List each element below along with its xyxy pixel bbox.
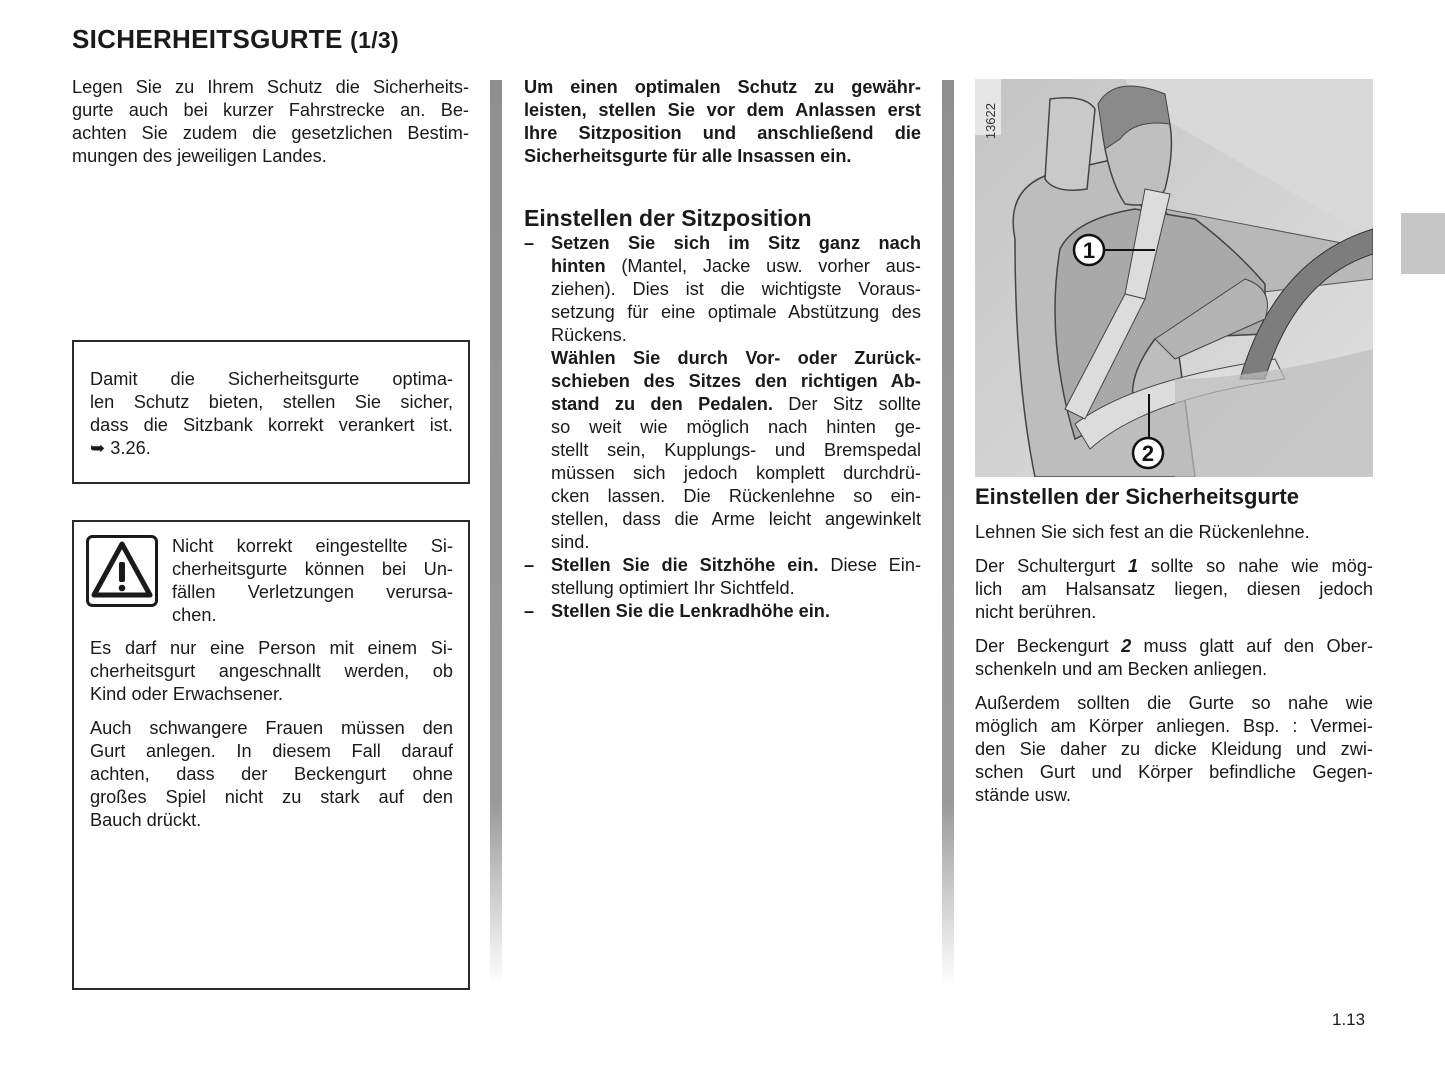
text: Es darf nur eine Person mit einem Si- — [90, 638, 453, 658]
text-line — [551, 370, 921, 393]
text: mungen des jeweiligen Landes. — [72, 146, 327, 166]
text-line — [551, 393, 921, 416]
text: sind. — [551, 532, 590, 552]
figure-id: 13622 — [983, 103, 998, 140]
text-line — [975, 692, 1373, 715]
text: achten, dass der Beckengurt ohne — [90, 764, 453, 784]
text-line — [524, 99, 921, 122]
text-line — [551, 531, 921, 554]
text-line — [975, 578, 1373, 601]
title-text: SICHERHEITSGURTE — [72, 24, 343, 54]
reference-number: 2 — [1121, 636, 1132, 656]
text: müssen sich jedoch komplett durchdrü- — [551, 463, 921, 483]
text: Gurt anlegen. In diesem Fall darauf — [90, 741, 453, 761]
text-line — [72, 145, 469, 168]
text-line — [90, 740, 453, 763]
text-line — [172, 604, 453, 627]
text: cherheitsgurt angeschnallt werden, ob — [90, 661, 453, 681]
text-line — [975, 635, 1373, 658]
warning-text-first — [172, 535, 453, 627]
text-line — [975, 521, 1373, 544]
text: Legen Sie zu Ihrem Schutz die Sicherheits- — [72, 77, 469, 97]
text-line — [90, 763, 453, 786]
text-line — [72, 99, 469, 122]
paragraph-gap — [90, 706, 453, 717]
text: möglich am Körper anliegen. Bsp. : Vermei- — [975, 716, 1373, 736]
text: cherheitsgurte können bei Un- — [172, 559, 453, 579]
column-divider — [490, 80, 502, 985]
text: stände usw. — [975, 785, 1072, 805]
text-line — [90, 683, 453, 706]
paragraph — [975, 692, 1373, 807]
paragraph — [975, 521, 1373, 544]
text-line — [551, 485, 921, 508]
text-line — [551, 462, 921, 485]
text: lich am Halsansatz liegen, diesen jedoch — [975, 579, 1373, 599]
paragraph — [975, 635, 1373, 681]
text: chen. — [172, 605, 217, 625]
text-line — [172, 581, 453, 604]
text: großes Spiel nicht zu stark auf den — [90, 787, 453, 807]
text: Bauch drückt. — [90, 810, 202, 830]
text-line — [72, 122, 469, 145]
text: Der Schultergurt — [975, 556, 1128, 576]
text-line — [524, 76, 921, 99]
info-text — [90, 368, 453, 460]
list-dash: – — [524, 555, 535, 575]
intro-paragraph — [72, 76, 469, 168]
bold-text: schieben des Sitzes den richtigen Ab- — [551, 371, 921, 391]
list-item — [524, 600, 921, 623]
reference-number: 1 — [1127, 556, 1139, 576]
column-divider — [942, 80, 954, 985]
text-line — [975, 555, 1373, 578]
page-title — [72, 24, 399, 55]
bold-text: leisten, stellen Sie vor dem Anlassen erst — [524, 100, 921, 120]
text: len Schutz bieten, stellen Sie sicher, — [90, 392, 453, 412]
figure-label-1: 1 — [1082, 238, 1096, 263]
text-line — [551, 554, 921, 577]
text-line — [975, 784, 1373, 807]
text-line — [551, 347, 921, 370]
chapter-tab — [1401, 213, 1445, 274]
text-line — [551, 577, 921, 600]
text-line — [90, 660, 453, 683]
text-line — [90, 786, 453, 809]
text: (Mantel, Jacke usw. vorher aus- — [605, 256, 921, 276]
text-line — [90, 437, 453, 460]
text-line — [975, 761, 1373, 784]
title-part: (1/3) — [350, 27, 399, 53]
text: cken lassen. Die Rückenlehne so ein- — [551, 486, 921, 506]
text: Auch schwangere Frauen müssen den — [90, 718, 453, 738]
text: ➥ 3.26. — [90, 438, 151, 458]
bold-text: Stellen Sie die Lenkradhöhe ein. — [551, 601, 830, 621]
text-line — [90, 637, 453, 660]
text-line — [551, 301, 921, 324]
text: sollte so nahe wie mög- — [1138, 556, 1373, 576]
text-line — [90, 414, 453, 437]
text: gurte auch bei kurzer Fahrstrecke an. Be- — [72, 100, 469, 120]
warning-text-rest — [90, 637, 453, 832]
section-heading-belts: Einstellen der Sicherheitsgurte — [975, 484, 1299, 509]
text: dass die Sitzbank korrekt verankert ist. — [90, 415, 453, 435]
paragraph — [975, 555, 1373, 624]
list-item — [524, 554, 921, 600]
text-line — [551, 508, 921, 531]
bold-text: Ihre Sitzposition und anschließend die — [524, 123, 921, 143]
info-box — [72, 340, 470, 484]
text-line — [172, 558, 453, 581]
seatbelt-illustration — [975, 79, 1373, 477]
text: Der Beckengurt — [975, 636, 1122, 656]
text-line — [90, 391, 453, 414]
text: Rückens. — [551, 325, 627, 345]
belt-instructions — [975, 521, 1373, 818]
text-line — [551, 439, 921, 462]
text-line — [551, 278, 921, 301]
text-line — [975, 601, 1373, 624]
text-line — [551, 232, 921, 255]
text: fällen Verletzungen verursa- — [172, 582, 453, 602]
text-line — [551, 600, 921, 623]
text-line — [524, 145, 921, 168]
warning-triangle-icon — [86, 535, 158, 607]
text: Kind oder Erwachsener. — [90, 684, 284, 704]
text: nicht berühren. — [975, 602, 1097, 622]
bold-text: stand zu den Pedalen. — [551, 394, 773, 414]
text-line — [90, 368, 453, 391]
text: setzung für eine optimale Abstützung des — [551, 302, 921, 322]
bold-text: Um einen optimalen Schutz zu gewähr- — [524, 77, 921, 97]
page-number: 1.13 — [1332, 1010, 1366, 1029]
text: Lehnen Sie sich fest an die Rückenlehne. — [975, 522, 1310, 542]
text: stellung optimiert Ihr Sichtfeld. — [551, 578, 795, 598]
text-line — [72, 76, 469, 99]
text-line — [90, 809, 453, 832]
text-line — [975, 738, 1373, 761]
text-line — [551, 416, 921, 439]
text: Diese Ein- — [818, 555, 921, 575]
text-line — [975, 715, 1373, 738]
text: Außerdem sollten die Gurte so nahe wie — [975, 693, 1373, 713]
text: achten Sie zudem die gesetzlichen Bestim- — [72, 123, 469, 143]
list-dash: – — [524, 233, 535, 253]
figure-label-2: 2 — [1141, 441, 1155, 466]
bold-text: Wählen Sie durch Vor- oder Zurück- — [551, 348, 921, 368]
text-line — [551, 255, 921, 278]
text: Der Sitz sollte — [772, 394, 921, 414]
list-dash: – — [524, 601, 535, 621]
text: stellen, dass die Arme leicht angewinkelt — [551, 509, 921, 529]
text: ziehen). Dies ist die wichtigste Voraus- — [551, 279, 921, 299]
text: stellt sein, Kupplungs- und Bremspedal — [551, 440, 921, 460]
text: Nicht korrekt eingestellte Si- — [172, 536, 453, 556]
text: so weit wie möglich nach hinten ge- — [551, 417, 921, 437]
seat-steps-list — [524, 232, 921, 623]
text: schen Gurt und Körper befindliche Gegen- — [975, 762, 1373, 782]
section-heading-seat: Einstellen der Sitzposition — [524, 205, 812, 231]
warning-box — [72, 520, 470, 990]
text-line — [975, 658, 1373, 681]
text: muss glatt auf den Ober- — [1131, 636, 1373, 656]
text-line — [172, 535, 453, 558]
text: den Sie daher zu dicke Kleidung und zwi- — [975, 739, 1373, 759]
bold-text: Sicherheitsgurte für alle Insassen ein. — [524, 146, 852, 166]
list-item — [524, 232, 921, 554]
text-line — [524, 122, 921, 145]
seat-intro-bold — [524, 76, 921, 168]
text: Damit die Sicherheitsgurte optima- — [90, 369, 453, 389]
text: schenkeln und am Becken anliegen. — [975, 659, 1268, 679]
bold-text: hinten — [551, 256, 606, 276]
text-line — [551, 324, 921, 347]
bold-text: Setzen Sie sich im Sitz ganz nach — [551, 233, 921, 253]
bold-text: Stellen Sie die Sitzhöhe ein. — [551, 555, 819, 575]
text-line — [90, 717, 453, 740]
